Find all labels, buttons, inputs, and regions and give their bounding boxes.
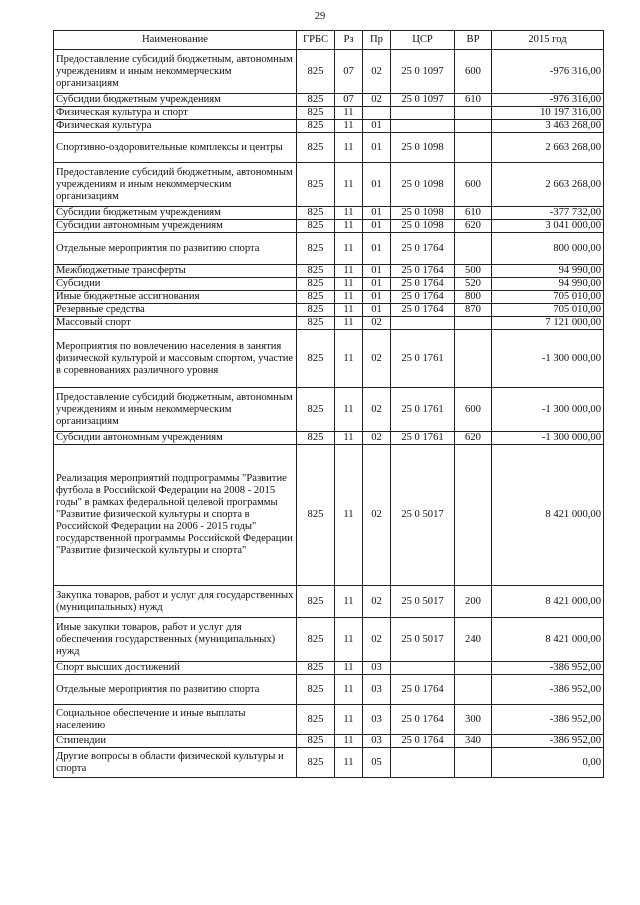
cell-csr: 25 0 1761 — [391, 388, 455, 432]
cell-csr — [391, 317, 455, 330]
cell-vr: 200 — [455, 586, 492, 618]
cell-rz: 11 — [335, 662, 363, 675]
cell-amount: -386 952,00 — [492, 662, 604, 675]
cell-csr — [391, 120, 455, 133]
page-number: 29 — [314, 11, 326, 22]
cell-name: Субсидии автономным учреждениям — [54, 220, 297, 233]
cell-pr: 01 — [363, 133, 391, 163]
cell-csr — [391, 107, 455, 120]
cell-amount: -1 300 000,00 — [492, 432, 604, 445]
cell-pr: 02 — [363, 50, 391, 94]
table-row — [54, 291, 604, 304]
cell-grbs: 825 — [297, 207, 335, 220]
cell-amount: 705 010,00 — [492, 291, 604, 304]
cell-grbs: 825 — [297, 586, 335, 618]
cell-pr: 01 — [363, 163, 391, 207]
cell-vr: 520 — [455, 278, 492, 291]
table-row — [54, 107, 604, 120]
cell-vr — [455, 120, 492, 133]
cell-grbs: 825 — [297, 618, 335, 662]
cell-pr: 01 — [363, 207, 391, 220]
cell-rz: 11 — [335, 265, 363, 278]
header-rz: Рз — [335, 31, 363, 50]
cell-amount: 94 990,00 — [492, 278, 604, 291]
cell-name: Мероприятия по вовлечению населения в занятия физической культурой и массовым спортом, участие в соревнованиях различного уровня — [54, 330, 297, 388]
cell-name: Субсидии бюджетным учреждениям — [54, 94, 297, 107]
cell-csr: 25 0 1097 — [391, 50, 455, 94]
header-csr: ЦСР — [391, 31, 455, 50]
header-grbs: ГРБС — [297, 31, 335, 50]
table-row — [54, 705, 604, 735]
cell-vr: 300 — [455, 705, 492, 735]
cell-name: Другие вопросы в области физической культуры и спорта — [54, 748, 297, 778]
cell-name: Предоставление субсидий бюджетным, автономным учреждениям и иным некоммерческим организациям — [54, 50, 297, 94]
cell-amount: -386 952,00 — [492, 735, 604, 748]
cell-vr — [455, 748, 492, 778]
cell-grbs: 825 — [297, 330, 335, 388]
cell-name: Массовый спорт — [54, 317, 297, 330]
cell-name: Отдельные мероприятия по развитию спорта — [54, 675, 297, 705]
cell-vr: 340 — [455, 735, 492, 748]
cell-grbs: 825 — [297, 705, 335, 735]
cell-amount: 3 041 000,00 — [492, 220, 604, 233]
cell-pr: 01 — [363, 304, 391, 317]
cell-grbs: 825 — [297, 220, 335, 233]
cell-csr: 25 0 1098 — [391, 163, 455, 207]
cell-csr: 25 0 1098 — [391, 207, 455, 220]
cell-rz: 11 — [335, 705, 363, 735]
cell-rz: 11 — [335, 304, 363, 317]
cell-amount: -976 316,00 — [492, 94, 604, 107]
cell-csr — [391, 748, 455, 778]
cell-name: Предоставление субсидий бюджетным, автономным учреждениям и иным некоммерческим организациям — [54, 163, 297, 207]
cell-vr — [455, 233, 492, 265]
cell-name: Закупка товаров, работ и услуг для государственных (муниципальных) нужд — [54, 586, 297, 618]
cell-rz: 11 — [335, 220, 363, 233]
cell-grbs: 825 — [297, 662, 335, 675]
cell-amount: 0,00 — [492, 748, 604, 778]
cell-pr: 03 — [363, 662, 391, 675]
cell-grbs: 825 — [297, 304, 335, 317]
cell-csr — [391, 662, 455, 675]
cell-rz: 11 — [335, 207, 363, 220]
cell-name: Предоставление субсидий бюджетным, автономным учреждениям и иным некоммерческим организациям — [54, 388, 297, 432]
cell-grbs: 825 — [297, 107, 335, 120]
cell-rz: 11 — [335, 107, 363, 120]
cell-grbs: 825 — [297, 50, 335, 94]
header-year: 2015 год — [492, 31, 604, 50]
cell-csr: 25 0 1097 — [391, 94, 455, 107]
cell-pr: 01 — [363, 120, 391, 133]
cell-rz: 11 — [335, 735, 363, 748]
cell-rz: 11 — [335, 291, 363, 304]
cell-vr — [455, 107, 492, 120]
cell-name: Субсидии бюджетным учреждениям — [54, 207, 297, 220]
cell-grbs: 825 — [297, 265, 335, 278]
table-row — [54, 278, 604, 291]
cell-vr — [455, 445, 492, 586]
cell-name: Иные бюджетные ассигнования — [54, 291, 297, 304]
cell-name: Резервные средства — [54, 304, 297, 317]
table-row — [54, 618, 604, 662]
cell-rz: 11 — [335, 163, 363, 207]
cell-vr — [455, 330, 492, 388]
cell-csr: 25 0 1098 — [391, 133, 455, 163]
cell-pr: 02 — [363, 330, 391, 388]
table-row — [54, 317, 604, 330]
cell-rz: 11 — [335, 388, 363, 432]
cell-vr: 240 — [455, 618, 492, 662]
cell-pr: 02 — [363, 586, 391, 618]
cell-pr: 03 — [363, 735, 391, 748]
cell-pr: 01 — [363, 233, 391, 265]
cell-amount: 7 121 000,00 — [492, 317, 604, 330]
cell-rz: 11 — [335, 675, 363, 705]
cell-vr: 800 — [455, 291, 492, 304]
cell-amount: -1 300 000,00 — [492, 330, 604, 388]
cell-amount: 10 197 316,00 — [492, 107, 604, 120]
cell-amount: 94 990,00 — [492, 265, 604, 278]
table-row — [54, 388, 604, 432]
cell-name: Стипендии — [54, 735, 297, 748]
cell-grbs: 825 — [297, 432, 335, 445]
table-row — [54, 330, 604, 388]
cell-csr: 25 0 1764 — [391, 265, 455, 278]
cell-csr: 25 0 1764 — [391, 705, 455, 735]
cell-amount: 8 421 000,00 — [492, 618, 604, 662]
cell-rz: 11 — [335, 133, 363, 163]
cell-grbs: 825 — [297, 388, 335, 432]
cell-grbs: 825 — [297, 748, 335, 778]
cell-grbs: 825 — [297, 163, 335, 207]
table-row — [54, 233, 604, 265]
cell-grbs: 825 — [297, 94, 335, 107]
table-row — [54, 94, 604, 107]
cell-rz: 11 — [335, 432, 363, 445]
header-pr: Пр — [363, 31, 391, 50]
table-row — [54, 445, 604, 586]
cell-csr: 25 0 5017 — [391, 586, 455, 618]
cell-grbs: 825 — [297, 317, 335, 330]
table-row — [54, 432, 604, 445]
cell-csr: 25 0 1764 — [391, 233, 455, 265]
budget-table — [53, 30, 604, 778]
table-row — [54, 748, 604, 778]
cell-pr: 03 — [363, 705, 391, 735]
table-row — [54, 662, 604, 675]
cell-name: Межбюджетные трансферты — [54, 265, 297, 278]
cell-rz: 11 — [335, 120, 363, 133]
cell-rz: 11 — [335, 618, 363, 662]
cell-vr: 620 — [455, 220, 492, 233]
cell-amount: 8 421 000,00 — [492, 445, 604, 586]
cell-vr: 600 — [455, 163, 492, 207]
cell-pr: 01 — [363, 265, 391, 278]
cell-amount: 705 010,00 — [492, 304, 604, 317]
cell-vr: 610 — [455, 94, 492, 107]
cell-vr: 600 — [455, 388, 492, 432]
table-row — [54, 675, 604, 705]
cell-grbs: 825 — [297, 735, 335, 748]
cell-csr: 25 0 5017 — [391, 618, 455, 662]
cell-name: Физическая культура и спорт — [54, 107, 297, 120]
cell-amount: -386 952,00 — [492, 705, 604, 735]
cell-amount: 2 663 268,00 — [492, 163, 604, 207]
cell-rz: 11 — [335, 586, 363, 618]
cell-rz: 11 — [335, 278, 363, 291]
cell-grbs: 825 — [297, 675, 335, 705]
cell-pr: 05 — [363, 748, 391, 778]
cell-pr: 03 — [363, 675, 391, 705]
cell-grbs: 825 — [297, 120, 335, 133]
cell-grbs: 825 — [297, 278, 335, 291]
cell-rz: 07 — [335, 94, 363, 107]
cell-vr — [455, 662, 492, 675]
cell-csr: 25 0 1098 — [391, 220, 455, 233]
cell-rz: 11 — [335, 233, 363, 265]
cell-csr: 25 0 1764 — [391, 304, 455, 317]
cell-amount: 2 663 268,00 — [492, 133, 604, 163]
cell-vr — [455, 133, 492, 163]
cell-csr: 25 0 1764 — [391, 675, 455, 705]
table-row — [54, 50, 604, 94]
table-row — [54, 207, 604, 220]
cell-pr: 01 — [363, 278, 391, 291]
cell-amount: -1 300 000,00 — [492, 388, 604, 432]
cell-name: Субсидии автономным учреждениям — [54, 432, 297, 445]
cell-rz: 11 — [335, 748, 363, 778]
header-vr: ВР — [455, 31, 492, 50]
cell-vr: 500 — [455, 265, 492, 278]
cell-name: Отдельные мероприятия по развитию спорта — [54, 233, 297, 265]
cell-vr — [455, 317, 492, 330]
cell-vr: 620 — [455, 432, 492, 445]
cell-csr: 25 0 1761 — [391, 432, 455, 445]
cell-rz: 11 — [335, 330, 363, 388]
cell-name: Физическая культура — [54, 120, 297, 133]
cell-amount: 8 421 000,00 — [492, 586, 604, 618]
cell-rz: 11 — [335, 317, 363, 330]
table-row — [54, 265, 604, 278]
header-name: Наименование — [54, 31, 297, 50]
cell-pr — [363, 107, 391, 120]
cell-amount: 3 463 268,00 — [492, 120, 604, 133]
cell-pr: 02 — [363, 618, 391, 662]
cell-csr: 25 0 1764 — [391, 291, 455, 304]
cell-pr: 01 — [363, 291, 391, 304]
cell-pr: 02 — [363, 445, 391, 586]
cell-rz: 07 — [335, 50, 363, 94]
cell-vr: 610 — [455, 207, 492, 220]
cell-name: Субсидии — [54, 278, 297, 291]
cell-vr: 600 — [455, 50, 492, 94]
cell-name: Спортивно-оздоровительные комплексы и центры — [54, 133, 297, 163]
cell-csr: 25 0 1764 — [391, 735, 455, 748]
cell-amount: -377 732,00 — [492, 207, 604, 220]
cell-name: Социальное обеспечение и иные выплаты населению — [54, 705, 297, 735]
cell-csr: 25 0 5017 — [391, 445, 455, 586]
cell-csr: 25 0 1764 — [391, 278, 455, 291]
cell-pr: 02 — [363, 388, 391, 432]
cell-grbs: 825 — [297, 133, 335, 163]
cell-csr: 25 0 1761 — [391, 330, 455, 388]
table-row — [54, 120, 604, 133]
cell-vr — [455, 675, 492, 705]
cell-amount: -386 952,00 — [492, 675, 604, 705]
table-row — [54, 586, 604, 618]
cell-grbs: 825 — [297, 445, 335, 586]
cell-pr: 02 — [363, 432, 391, 445]
cell-pr: 02 — [363, 317, 391, 330]
table-row — [54, 133, 604, 163]
cell-amount: 800 000,00 — [492, 233, 604, 265]
table-row — [54, 304, 604, 317]
header-row — [54, 31, 604, 50]
cell-name: Спорт высших достижений — [54, 662, 297, 675]
table-row — [54, 163, 604, 207]
cell-name: Иные закупки товаров, работ и услуг для обеспечения государственных (муниципальных) нужд — [54, 618, 297, 662]
cell-vr: 870 — [455, 304, 492, 317]
cell-grbs: 825 — [297, 291, 335, 304]
cell-grbs: 825 — [297, 233, 335, 265]
cell-pr: 02 — [363, 94, 391, 107]
table-row — [54, 735, 604, 748]
table-row — [54, 220, 604, 233]
cell-name: Реализация мероприятий подпрограммы "Развитие футбола в Российской Федерации на 2008 - 2015 годы" в рамках федеральной целевой программы "Развитие физической культуры и спорта в Российской Федерации на 2006 - 2015 годы" государственной программы Российской Федерации "Развитие физической культуры и спорта" — [54, 445, 297, 586]
cell-pr: 01 — [363, 220, 391, 233]
cell-amount: -976 316,00 — [492, 50, 604, 94]
cell-rz: 11 — [335, 445, 363, 586]
